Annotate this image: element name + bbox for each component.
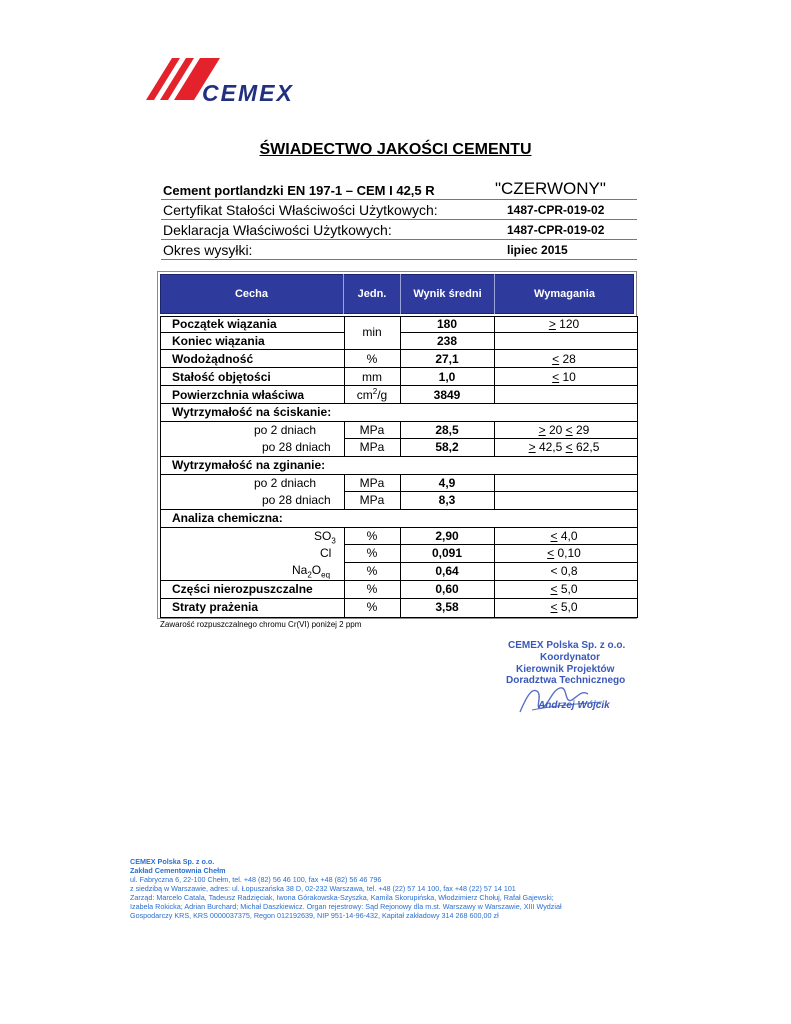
unit-flexural-2d: MPa	[359, 476, 385, 490]
footer-company: CEMEX Polska Sp. z o.o.	[130, 857, 215, 866]
unit-compressive-28d: MPa	[359, 440, 385, 454]
info-value: "CZERWONY"	[495, 179, 606, 198]
req-na2o: < 0,8	[550, 564, 578, 578]
header-result: Wynik średni	[413, 288, 482, 300]
unit-insoluble: %	[366, 582, 378, 596]
unit-loi: %	[366, 600, 378, 614]
company-footer	[130, 857, 650, 920]
value-loi: 3,58	[435, 600, 459, 614]
info-value: lipiec 2015	[507, 243, 568, 257]
value-cl: 0,091	[431, 546, 463, 560]
info-row-declaration	[161, 219, 637, 240]
chromium-note: Zawarość rozpuszczalnego chromu Cr(VI) poniżej 2 ppm	[160, 620, 362, 629]
footer-line: ul. Fabryczna 6, 22-100 Chełm, tel. +48 (82) 56 46 100, fax +48 (82) 56 46 796	[130, 875, 382, 884]
stamp-line: Kierownik Projektów	[516, 664, 615, 675]
req-so3: < 4,0	[550, 529, 578, 543]
info-row-product	[161, 176, 637, 200]
value-soundness: 1,0	[438, 370, 456, 384]
label-flexural-28d: po 28 dniach	[262, 493, 331, 507]
value-compressive-28d: 58,2	[435, 440, 459, 454]
label-water-demand: Wodożądność	[172, 352, 254, 366]
unit-flexural-28d: MPa	[359, 493, 385, 507]
info-label: Deklaracja Właściwości Użytkowych:	[163, 222, 392, 238]
req-loi: < 5,0	[550, 600, 578, 614]
req-soundness: < 10	[552, 370, 576, 384]
unit-surface: $cm^2/g$	[356, 387, 388, 402]
info-value: 1487-CPR-019-02	[507, 203, 605, 217]
value-na2o: 0,64	[435, 564, 459, 578]
value-flexural-28d: 8,3	[438, 493, 456, 507]
document-title: ŚWIADECTWO JAKOŚCI CEMENTU	[259, 141, 532, 158]
label-flexural-2d: po 2 dniach	[254, 476, 317, 490]
info-row-certificate	[161, 199, 637, 220]
stamp-line: Koordynator	[540, 652, 600, 663]
value-surface: 3849	[433, 388, 461, 402]
value-final-setting: 238	[436, 334, 458, 348]
label-compressive: Wytrzymałość na ściskanie:	[172, 405, 332, 419]
stamp-line: CEMEX Polska Sp. z o.o.	[508, 640, 626, 651]
cemex-logo	[146, 58, 306, 104]
req-compressive-2d: > 20 < 29	[538, 423, 590, 437]
label-cl: Cl	[320, 546, 332, 560]
value-water-demand: 27,1	[435, 352, 459, 366]
label-compressive-2d: po 2 dniach	[254, 423, 317, 437]
header-feature: Cecha	[234, 288, 269, 300]
req-water-demand: < 28	[552, 352, 576, 366]
req-insoluble: < 5,0	[550, 582, 578, 596]
label-soundness: Stałość objętości	[172, 370, 271, 384]
value-compressive-2d: 28,5	[435, 423, 459, 437]
footer-plant: Zakład Cementownia Chełm	[130, 866, 226, 875]
unit-so3: %	[366, 529, 378, 543]
label-flexural: Wytrzymałość na zginanie:	[172, 458, 326, 472]
label-compressive-28d: po 28 dniach	[262, 440, 331, 454]
header-requirement: Wymagania	[534, 288, 595, 300]
label-initial-setting: Początek wiązania	[172, 317, 277, 331]
footer-line: Gospodarczy KRS, KRS 0000037375, Regon 012192639, NIP 951-14-96-432, Kapitał zakładowy 314 268 600,00 zł	[130, 911, 499, 920]
unit-soundness: mm	[362, 370, 382, 384]
label-surface: Powierzchnia właściwa	[172, 388, 305, 402]
header-unit: Jedn.	[357, 288, 387, 300]
value-initial-setting: 180	[436, 317, 458, 331]
info-value: 1487-CPR-019-02	[507, 223, 605, 237]
stamp-name: Andrzej Wójcik	[538, 700, 610, 711]
footer-line: Zarząd: Marcelo Catala, Tadeusz Radzięciak, Iwona Górakowska-Szyszka, Kamila Skorupińska, Włodzimierz Chołuj, Rafał Gajewski;	[130, 893, 554, 902]
label-chemical: Analiza chemiczna:	[172, 511, 283, 525]
req-initial-setting: > 120	[548, 317, 580, 331]
info-label: Certyfikat Stałości Właściwości Użytkowych:	[163, 202, 438, 218]
info-row-period	[161, 239, 637, 260]
unit-water-demand: %	[366, 352, 378, 366]
unit-compressive-2d: MPa	[359, 423, 385, 437]
unit-na2o: %	[366, 564, 378, 578]
stamp-line: Doradztwa Technicznego	[506, 675, 626, 686]
value-insoluble: 0,60	[435, 582, 459, 596]
footer-line: Izabela Rokicka; Adrian Burchard; Michał Daszkiewicz. Organ rejestrowy: Sąd Rejonowy dla m.st. Warszawy w Warszawie, XIII Wydział	[130, 902, 562, 911]
value-so3: 2,90	[435, 529, 459, 543]
label-loi: Straty prażenia	[172, 600, 259, 614]
unit-cl: %	[366, 546, 378, 560]
company-stamp	[490, 640, 660, 720]
req-compressive-28d: > 42,5 < 62,5	[528, 440, 600, 454]
req-cl: < 0,10	[547, 546, 581, 560]
label-so3: $SO_3$	[314, 529, 336, 546]
value-flexural-2d: 4,9	[438, 476, 456, 490]
logo-text: CEMEX	[202, 80, 294, 106]
label-na2o: $Na_2O_{eq}$	[292, 563, 331, 580]
label-final-setting: Koniec wiązania	[172, 334, 265, 348]
footer-line: z siedzibą w Warszawie, adres: ul. Łopuszańska 38 D, 02-232 Warszawa, tel. +48 (22) 57 14 100, fax +48 (22) 57 14 101	[130, 884, 516, 893]
info-label: Cement portlandzki EN 197-1 – CEM I 42,5 R	[163, 183, 435, 198]
info-label: Okres wysyłki:	[163, 242, 253, 258]
label-insoluble: Części nierozpuszczalne	[172, 582, 313, 596]
unit-setting: min	[362, 325, 382, 339]
